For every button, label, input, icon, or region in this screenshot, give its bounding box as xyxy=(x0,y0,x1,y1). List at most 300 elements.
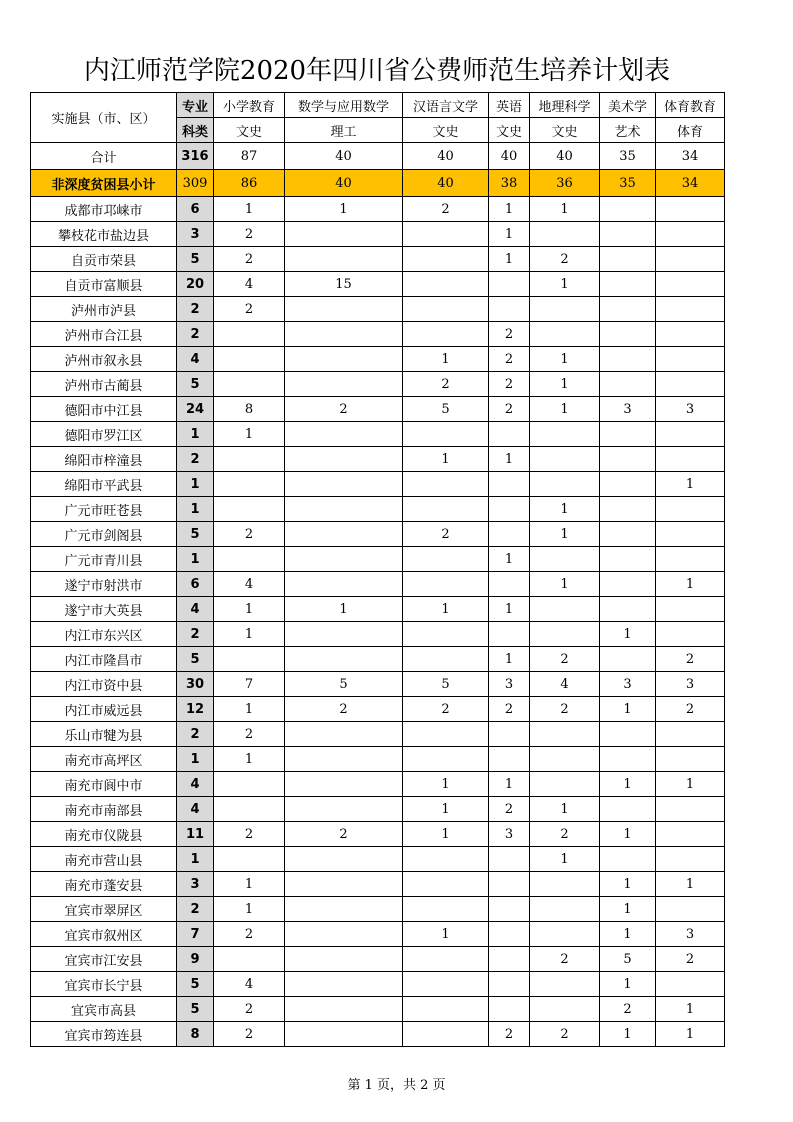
table-row xyxy=(31,622,725,647)
quota-cell xyxy=(285,472,403,497)
quota-cell xyxy=(403,1022,489,1047)
table-row xyxy=(31,522,725,547)
county-name: 泸州市合江县 xyxy=(31,322,177,347)
county-name: 自贡市荣县 xyxy=(31,247,177,272)
quota-cell xyxy=(600,272,656,297)
grand-total-cell: 40 xyxy=(285,143,403,170)
quota-cell xyxy=(403,297,489,322)
quota-cell xyxy=(285,647,403,672)
quota-cell xyxy=(600,422,656,447)
quota-cell: 1 xyxy=(530,347,600,372)
quota-cell: 1 xyxy=(656,772,725,797)
quota-cell xyxy=(214,772,285,797)
quota-cell xyxy=(489,997,530,1022)
quota-cell xyxy=(214,347,285,372)
quota-cell: 1 xyxy=(403,797,489,822)
quota-cell xyxy=(600,472,656,497)
total-header-top: 专业 xyxy=(177,93,214,118)
table-row xyxy=(31,897,725,922)
category-header: 文史 xyxy=(489,118,530,143)
quota-cell: 1 xyxy=(656,1022,725,1047)
quota-cell xyxy=(656,622,725,647)
major-header: 小学教育 xyxy=(214,93,285,118)
county-name: 宜宾市筠连县 xyxy=(31,1022,177,1047)
quota-cell: 5 xyxy=(285,672,403,697)
grand-total-cell: 40 xyxy=(403,143,489,170)
quota-cell: 2 xyxy=(214,997,285,1022)
quota-cell: 1 xyxy=(403,822,489,847)
quota-cell: 2 xyxy=(403,697,489,722)
quota-cell xyxy=(214,647,285,672)
subtotal-cell: 35 xyxy=(600,170,656,197)
quota-cell xyxy=(530,547,600,572)
county-total: 30 xyxy=(177,672,214,697)
quota-cell xyxy=(600,747,656,772)
major-header: 地理科学 xyxy=(530,93,600,118)
quota-cell xyxy=(285,972,403,997)
table-row xyxy=(31,447,725,472)
subtotal-row xyxy=(31,170,725,197)
quota-cell xyxy=(403,472,489,497)
county-name: 攀枝花市盐边县 xyxy=(31,222,177,247)
table-row xyxy=(31,572,725,597)
quota-cell xyxy=(600,847,656,872)
quota-cell: 1 xyxy=(656,997,725,1022)
quota-cell: 2 xyxy=(214,722,285,747)
quota-cell: 2 xyxy=(530,697,600,722)
county-name: 南充市南部县 xyxy=(31,797,177,822)
major-header: 美术学 xyxy=(600,93,656,118)
quota-cell: 2 xyxy=(656,647,725,672)
quota-cell xyxy=(530,772,600,797)
major-header: 英语 xyxy=(489,93,530,118)
quota-cell: 1 xyxy=(656,472,725,497)
quota-cell: 1 xyxy=(403,922,489,947)
county-name: 遂宁市大英县 xyxy=(31,597,177,622)
quota-cell: 2 xyxy=(530,822,600,847)
quota-cell: 2 xyxy=(656,697,725,722)
quota-cell: 2 xyxy=(530,1022,600,1047)
quota-cell: 1 xyxy=(530,197,600,222)
quota-cell: 4 xyxy=(530,672,600,697)
quota-cell xyxy=(285,347,403,372)
quota-cell: 2 xyxy=(214,222,285,247)
table-row xyxy=(31,372,725,397)
quota-cell xyxy=(600,797,656,822)
county-total: 5 xyxy=(177,972,214,997)
county-total: 3 xyxy=(177,872,214,897)
quota-cell xyxy=(403,247,489,272)
quota-cell: 1 xyxy=(403,772,489,797)
quota-cell: 2 xyxy=(489,322,530,347)
quota-cell xyxy=(285,247,403,272)
quota-cell: 2 xyxy=(403,522,489,547)
quota-cell: 5 xyxy=(600,947,656,972)
quota-cell: 2 xyxy=(530,647,600,672)
quota-cell xyxy=(656,797,725,822)
county-name: 自贡市富顺县 xyxy=(31,272,177,297)
quota-cell: 2 xyxy=(656,947,725,972)
quota-cell xyxy=(403,972,489,997)
county-total: 5 xyxy=(177,247,214,272)
county-name: 广元市剑阁县 xyxy=(31,522,177,547)
quota-cell xyxy=(403,847,489,872)
quota-cell: 1 xyxy=(489,197,530,222)
quota-cell xyxy=(489,947,530,972)
quota-cell: 1 xyxy=(285,197,403,222)
county-name: 绵阳市梓潼县 xyxy=(31,447,177,472)
grand-total-cell: 40 xyxy=(530,143,600,170)
county-name: 内江市隆昌市 xyxy=(31,647,177,672)
county-total: 8 xyxy=(177,1022,214,1047)
quota-cell xyxy=(530,997,600,1022)
subtotal-cell: 38 xyxy=(489,170,530,197)
quota-cell xyxy=(656,322,725,347)
quota-cell xyxy=(530,472,600,497)
county-total: 24 xyxy=(177,397,214,422)
quota-cell: 1 xyxy=(489,447,530,472)
category-header: 体育 xyxy=(656,118,725,143)
quota-cell: 3 xyxy=(489,672,530,697)
category-header: 艺术 xyxy=(600,118,656,143)
quota-cell xyxy=(285,947,403,972)
county-total: 5 xyxy=(177,997,214,1022)
table-row xyxy=(31,222,725,247)
table-row xyxy=(31,997,725,1022)
quota-cell: 1 xyxy=(214,897,285,922)
quota-cell: 1 xyxy=(600,622,656,647)
quota-cell xyxy=(403,547,489,572)
county-total: 1 xyxy=(177,472,214,497)
quota-cell: 3 xyxy=(600,397,656,422)
grand-total-cell: 87 xyxy=(214,143,285,170)
quota-cell: 1 xyxy=(403,347,489,372)
quota-cell: 5 xyxy=(403,397,489,422)
county-total: 6 xyxy=(177,572,214,597)
county-name: 内江市威远县 xyxy=(31,697,177,722)
county-total: 4 xyxy=(177,772,214,797)
quota-cell xyxy=(600,347,656,372)
county-name: 宜宾市翠屏区 xyxy=(31,897,177,922)
quota-cell xyxy=(530,897,600,922)
quota-cell xyxy=(656,347,725,372)
quota-cell: 1 xyxy=(656,872,725,897)
quota-cell xyxy=(530,722,600,747)
quota-cell xyxy=(489,747,530,772)
quota-cell xyxy=(656,297,725,322)
quota-cell xyxy=(403,572,489,597)
quota-cell xyxy=(656,722,725,747)
quota-cell xyxy=(489,572,530,597)
quota-cell xyxy=(285,297,403,322)
table-row xyxy=(31,722,725,747)
quota-cell xyxy=(656,547,725,572)
quota-cell: 3 xyxy=(656,922,725,947)
table-row xyxy=(31,972,725,997)
quota-cell xyxy=(285,872,403,897)
category-header: 文史 xyxy=(214,118,285,143)
county-name: 南充市阆中市 xyxy=(31,772,177,797)
quota-cell: 2 xyxy=(600,997,656,1022)
table-row xyxy=(31,922,725,947)
quota-cell xyxy=(489,872,530,897)
quota-cell xyxy=(530,447,600,472)
quota-cell xyxy=(656,247,725,272)
quota-cell xyxy=(214,797,285,822)
county-total: 9 xyxy=(177,947,214,972)
quota-cell xyxy=(530,972,600,997)
quota-cell xyxy=(285,547,403,572)
quota-cell xyxy=(403,222,489,247)
county-name: 宜宾市高县 xyxy=(31,997,177,1022)
quota-cell xyxy=(489,522,530,547)
quota-cell xyxy=(530,222,600,247)
quota-cell xyxy=(214,447,285,472)
quota-cell xyxy=(285,922,403,947)
table-row xyxy=(31,397,725,422)
county-total: 5 xyxy=(177,647,214,672)
quota-cell xyxy=(403,422,489,447)
quota-cell: 1 xyxy=(600,897,656,922)
county-total: 5 xyxy=(177,522,214,547)
quota-cell: 1 xyxy=(600,772,656,797)
table-row xyxy=(31,547,725,572)
quota-cell xyxy=(214,847,285,872)
quota-cell xyxy=(214,947,285,972)
county-total: 1 xyxy=(177,422,214,447)
quota-cell xyxy=(600,222,656,247)
quota-cell xyxy=(403,722,489,747)
quota-cell xyxy=(656,222,725,247)
table-row xyxy=(31,297,725,322)
county-name: 南充市蓬安县 xyxy=(31,872,177,897)
quota-cell: 1 xyxy=(489,547,530,572)
quota-cell xyxy=(285,622,403,647)
county-name: 宜宾市叙州区 xyxy=(31,922,177,947)
quota-cell: 15 xyxy=(285,272,403,297)
quota-cell xyxy=(489,922,530,947)
major-header: 体育教育 xyxy=(656,93,725,118)
quota-cell xyxy=(530,747,600,772)
total-header-bottom: 科类 xyxy=(177,118,214,143)
quota-cell xyxy=(285,797,403,822)
grand-total-cell: 40 xyxy=(489,143,530,170)
county-name: 内江市资中县 xyxy=(31,672,177,697)
quota-cell: 1 xyxy=(214,747,285,772)
quota-cell: 2 xyxy=(285,397,403,422)
county-name: 南充市营山县 xyxy=(31,847,177,872)
quota-cell xyxy=(403,272,489,297)
quota-cell xyxy=(403,947,489,972)
quota-cell xyxy=(489,422,530,447)
quota-cell: 1 xyxy=(530,797,600,822)
quota-cell: 1 xyxy=(214,622,285,647)
quota-cell: 2 xyxy=(214,922,285,947)
quota-cell: 1 xyxy=(489,647,530,672)
quota-cell xyxy=(285,847,403,872)
quota-cell: 1 xyxy=(600,972,656,997)
quota-cell: 1 xyxy=(600,822,656,847)
table-row xyxy=(31,272,725,297)
quota-cell: 1 xyxy=(403,597,489,622)
page-footer: 第 1 页，共 2 页 xyxy=(347,1078,446,1093)
county-name: 绵阳市平武县 xyxy=(31,472,177,497)
county-total: 11 xyxy=(177,822,214,847)
major-header: 汉语言文学 xyxy=(403,93,489,118)
grand-total-value: 316 xyxy=(177,143,214,170)
quota-cell: 2 xyxy=(214,1022,285,1047)
quota-cell: 1 xyxy=(214,697,285,722)
county-total: 4 xyxy=(177,597,214,622)
category-header: 文史 xyxy=(530,118,600,143)
quota-cell: 5 xyxy=(403,672,489,697)
county-header: 实施县（市、区） xyxy=(31,93,177,143)
table-row xyxy=(31,872,725,897)
quota-cell xyxy=(403,322,489,347)
county-total: 12 xyxy=(177,697,214,722)
table-row xyxy=(31,697,725,722)
quota-cell: 2 xyxy=(214,522,285,547)
table-row xyxy=(31,597,725,622)
quota-cell xyxy=(600,372,656,397)
quota-cell xyxy=(530,322,600,347)
quota-cell xyxy=(600,547,656,572)
county-total: 2 xyxy=(177,622,214,647)
quota-cell xyxy=(600,722,656,747)
plan-table xyxy=(30,92,725,1047)
quota-cell xyxy=(656,497,725,522)
quota-cell xyxy=(530,622,600,647)
quota-cell xyxy=(403,497,489,522)
quota-cell xyxy=(656,447,725,472)
county-name: 遂宁市射洪市 xyxy=(31,572,177,597)
quota-cell xyxy=(285,772,403,797)
quota-cell: 1 xyxy=(489,772,530,797)
quota-cell: 2 xyxy=(403,372,489,397)
county-total: 20 xyxy=(177,272,214,297)
quota-cell: 4 xyxy=(214,572,285,597)
quota-cell xyxy=(530,872,600,897)
subtotal-label: 非深度贫困县小计 xyxy=(31,170,177,197)
quota-cell xyxy=(285,897,403,922)
county-total: 1 xyxy=(177,547,214,572)
quota-cell xyxy=(214,372,285,397)
county-total: 2 xyxy=(177,447,214,472)
county-name: 成都市邛崃市 xyxy=(31,197,177,222)
table-row xyxy=(31,847,725,872)
quota-cell xyxy=(489,847,530,872)
plan-table-body xyxy=(31,93,725,1047)
quota-cell xyxy=(656,197,725,222)
quota-cell xyxy=(285,447,403,472)
quota-cell xyxy=(656,822,725,847)
quota-cell xyxy=(489,722,530,747)
grand-total-row xyxy=(31,143,725,170)
quota-cell: 1 xyxy=(600,922,656,947)
category-header: 理工 xyxy=(285,118,403,143)
grand-total-cell: 34 xyxy=(656,143,725,170)
quota-cell xyxy=(403,622,489,647)
quota-cell xyxy=(285,372,403,397)
quota-cell: 2 xyxy=(403,197,489,222)
county-total: 4 xyxy=(177,797,214,822)
county-total: 2 xyxy=(177,322,214,347)
table-row xyxy=(31,422,725,447)
quota-cell xyxy=(656,897,725,922)
table-row xyxy=(31,947,725,972)
grand-total-label: 合计 xyxy=(31,143,177,170)
quota-cell xyxy=(600,647,656,672)
quota-cell: 3 xyxy=(656,672,725,697)
quota-cell: 1 xyxy=(214,422,285,447)
quota-cell xyxy=(403,647,489,672)
county-total: 2 xyxy=(177,297,214,322)
quota-cell: 2 xyxy=(530,247,600,272)
quota-cell xyxy=(214,497,285,522)
quota-cell xyxy=(600,497,656,522)
quota-cell xyxy=(600,447,656,472)
subtotal-cell: 40 xyxy=(403,170,489,197)
quota-cell: 2 xyxy=(489,697,530,722)
quota-cell xyxy=(600,247,656,272)
quota-cell: 3 xyxy=(600,672,656,697)
table-row xyxy=(31,247,725,272)
quota-cell: 3 xyxy=(656,397,725,422)
table-row xyxy=(31,797,725,822)
county-name: 泸州市叙永县 xyxy=(31,347,177,372)
quota-cell xyxy=(214,322,285,347)
quota-cell xyxy=(489,472,530,497)
county-name: 宜宾市江安县 xyxy=(31,947,177,972)
county-name: 宜宾市长宁县 xyxy=(31,972,177,997)
quota-cell xyxy=(530,422,600,447)
quota-cell xyxy=(285,422,403,447)
quota-cell: 2 xyxy=(214,247,285,272)
quota-cell: 2 xyxy=(489,797,530,822)
quota-cell: 2 xyxy=(214,297,285,322)
county-name: 乐山市犍为县 xyxy=(31,722,177,747)
quota-cell xyxy=(285,222,403,247)
subtotal-cell: 86 xyxy=(214,170,285,197)
table-row xyxy=(31,347,725,372)
quota-cell: 1 xyxy=(489,247,530,272)
quota-cell: 7 xyxy=(214,672,285,697)
quota-cell: 2 xyxy=(285,697,403,722)
quota-cell: 1 xyxy=(530,372,600,397)
quota-cell xyxy=(656,847,725,872)
quota-cell xyxy=(489,297,530,322)
quota-cell: 2 xyxy=(489,372,530,397)
quota-cell: 1 xyxy=(600,872,656,897)
quota-cell: 1 xyxy=(285,597,403,622)
county-name: 南充市仪陇县 xyxy=(31,822,177,847)
quota-cell xyxy=(656,272,725,297)
quota-cell: 1 xyxy=(530,572,600,597)
quota-cell xyxy=(489,897,530,922)
quota-cell xyxy=(600,322,656,347)
quota-cell xyxy=(403,747,489,772)
quota-cell: 1 xyxy=(600,697,656,722)
quota-cell xyxy=(285,997,403,1022)
quota-cell xyxy=(600,197,656,222)
quota-cell xyxy=(656,422,725,447)
quota-cell xyxy=(285,747,403,772)
quota-cell xyxy=(530,597,600,622)
quota-cell: 2 xyxy=(489,1022,530,1047)
quota-cell: 1 xyxy=(214,872,285,897)
quota-cell: 1 xyxy=(530,522,600,547)
quota-cell xyxy=(530,922,600,947)
